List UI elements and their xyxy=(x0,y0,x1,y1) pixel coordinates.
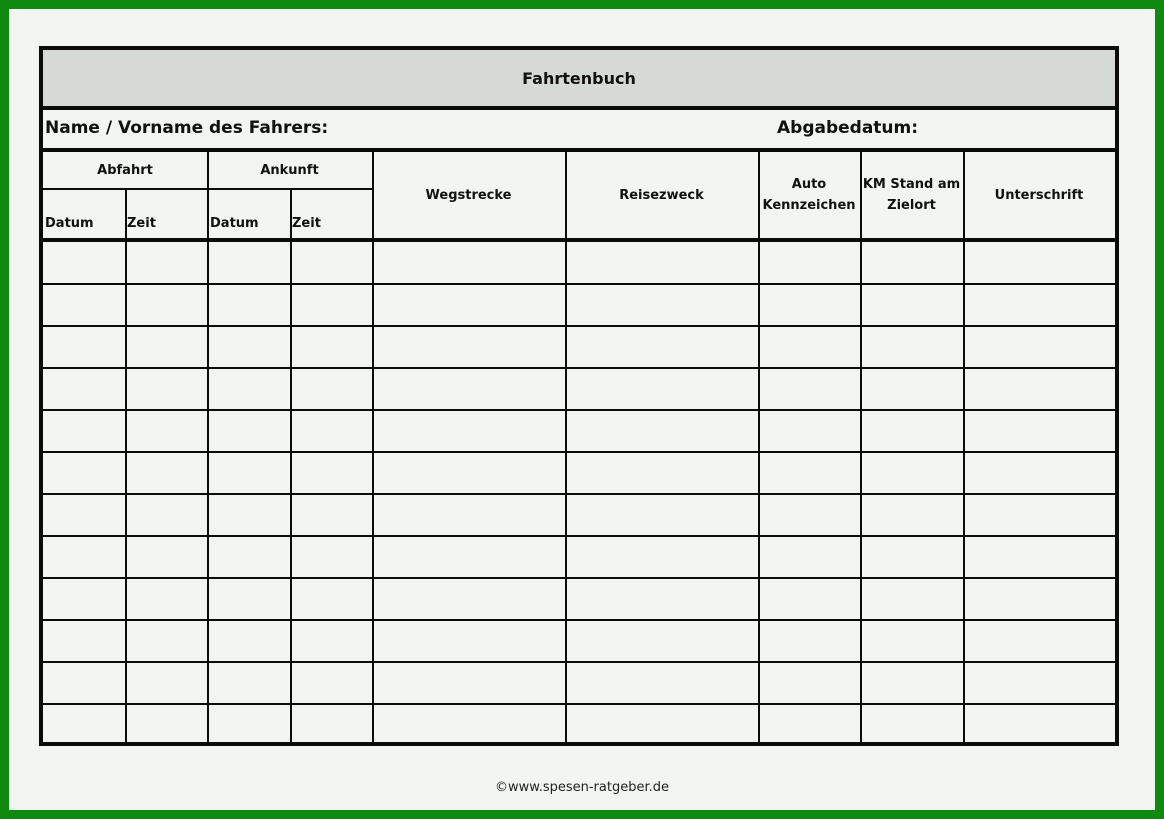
row-divider xyxy=(43,493,1115,495)
header-km-line2: Zielort xyxy=(887,198,936,213)
copyright-footer: ©www.spesen-ratgeber.de xyxy=(494,780,669,795)
submission-date-label: Abgabedatum: xyxy=(777,118,919,138)
header-km-line1: KM Stand am xyxy=(862,177,961,192)
header-reisezweck: Reisezweck xyxy=(619,187,704,203)
column-divider xyxy=(860,152,862,238)
header-auto-kennzeichen xyxy=(758,152,860,238)
header-ankunft-datum: Datum xyxy=(210,216,259,231)
header-ankunft-zeit: Zeit xyxy=(292,216,321,231)
row-divider xyxy=(43,661,1115,663)
row-divider xyxy=(43,619,1115,621)
header-auto-line1: Auto xyxy=(791,177,827,192)
row-divider xyxy=(43,535,1115,537)
driver-info-row xyxy=(43,110,1115,152)
row-divider xyxy=(43,577,1115,579)
form-title: Fahrtenbuch xyxy=(43,50,1115,110)
row-divider xyxy=(43,451,1115,453)
column-divider xyxy=(125,188,127,238)
header-abfahrt-datum: Datum xyxy=(45,216,94,231)
row-divider xyxy=(43,325,1115,327)
header-auto-line2: Kennzeichen xyxy=(762,198,856,213)
row-divider xyxy=(43,703,1115,705)
row-divider xyxy=(43,367,1115,369)
column-divider xyxy=(372,152,374,238)
column-divider xyxy=(565,152,567,238)
header-abfahrt-zeit: Zeit xyxy=(127,216,156,231)
driver-name-label: Name / Vorname des Fahrers: xyxy=(45,118,329,138)
column-divider xyxy=(207,152,209,238)
header-km-stand xyxy=(860,152,963,238)
logbook-form xyxy=(39,46,1119,746)
table-body xyxy=(43,242,1115,746)
column-divider xyxy=(290,188,292,238)
header-ankunft: Ankunft xyxy=(260,162,319,178)
row-divider xyxy=(43,283,1115,285)
table-header xyxy=(43,152,1115,242)
column-divider xyxy=(963,152,965,238)
header-abfahrt: Abfahrt xyxy=(97,162,153,178)
header-wegstrecke: Wegstrecke xyxy=(425,187,512,203)
header-unterschrift: Unterschrift xyxy=(994,187,1084,203)
column-divider xyxy=(758,152,760,238)
row-divider xyxy=(43,409,1115,411)
